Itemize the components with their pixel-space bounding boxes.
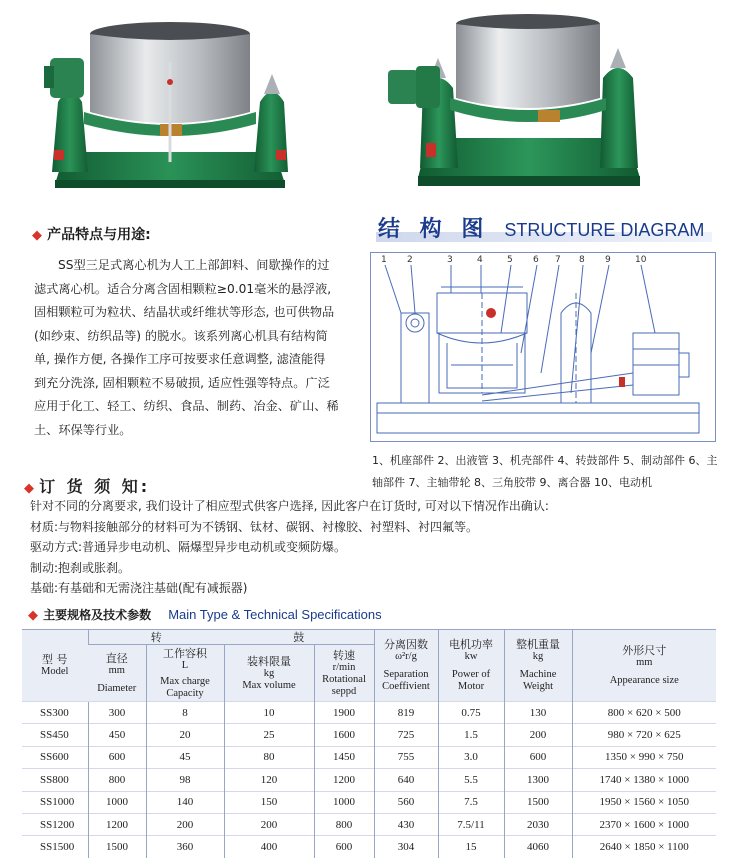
callout-2: 2: [407, 255, 413, 265]
cell-capacity: 98: [146, 769, 224, 791]
features-line: 固相颗粒可为粒状、结晶状或纤维状等形态, 也可供物品: [34, 305, 335, 319]
cell-power: 0.75: [438, 702, 504, 724]
table-row: [22, 791, 716, 813]
col-header-power: 电机功率 kw Power of Motor: [438, 630, 504, 702]
features-heading-text: 产品特点与用途:: [47, 227, 151, 243]
parts-line: 轴部件 7、主轴带轮 8、三角胶带 9、离合器 10、电动机: [372, 476, 652, 489]
cell-power: 7.5/11: [438, 813, 504, 835]
table-row: [22, 813, 716, 835]
order-body: [30, 496, 720, 599]
cell-model: SS300: [22, 702, 88, 724]
cell-speed: 800: [314, 813, 374, 835]
order-line: 驱动方式:普通异步电动机、隔爆型异步电动机或变频防爆。: [30, 540, 347, 554]
order-heading: [24, 474, 150, 497]
structure-title: [378, 212, 704, 243]
cell-volume: 400: [224, 836, 314, 858]
cell-diameter: 300: [88, 702, 146, 724]
cell-volume: 150: [224, 791, 314, 813]
features-line: 应用于化工、轻工、纺织、食品、制药、冶金、矿山、稀: [34, 399, 339, 413]
cell-diameter: 1000: [88, 791, 146, 813]
cell-capacity: 20: [146, 724, 224, 746]
col-header-capacity: 工作容积 L Max charge Capacity: [146, 645, 224, 702]
cell-model: SS800: [22, 769, 88, 791]
product-photo-right: [378, 8, 650, 198]
cell-separation: 755: [374, 746, 438, 768]
features-line: 单, 操作方便, 各操作工序可按要求任意调整, 滤渣能得: [34, 352, 326, 366]
specs-heading: [28, 604, 382, 623]
features-line: 到充分洗涤, 固相颗粒不易破损, 适应性强等特点。广泛: [34, 375, 330, 390]
cell-speed: 1200: [314, 769, 374, 791]
cell-model: SS1500: [22, 836, 88, 858]
diamond-bullet-icon: ◆: [32, 228, 42, 243]
cell-weight: 4060: [504, 836, 572, 858]
parts-legend: [372, 450, 722, 494]
col-header-speed: 转速 r/min Rotational seppd: [314, 645, 374, 702]
cell-separation: 725: [374, 724, 438, 746]
cell-model: SS1200: [22, 813, 88, 835]
callout-3: 3: [447, 255, 453, 265]
callout-10: 10: [635, 255, 647, 265]
cell-separation: 430: [374, 813, 438, 835]
features-heading: [32, 224, 151, 244]
callout-1: 1: [381, 255, 387, 265]
cell-model: SS1000: [22, 791, 88, 813]
cell-speed: 1600: [314, 724, 374, 746]
cell-power: 15: [438, 836, 504, 858]
specs-heading-en: Main Type & Technical Specifications: [168, 607, 382, 622]
cell-speed: 600: [314, 836, 374, 858]
cell-diameter: 800: [88, 769, 146, 791]
order-line: 针对不同的分离要求, 我们设计了相应型式供客户选择, 因此客户在订货时, 可对以下情况作出确认:: [30, 499, 549, 513]
cell-weight: 130: [504, 702, 572, 724]
cell-model: SS450: [22, 724, 88, 746]
diamond-bullet-icon: ◆: [24, 481, 34, 496]
table-row: [22, 724, 716, 746]
cell-separation: 560: [374, 791, 438, 813]
parts-line: 1、机座部件 2、出液管 3、机壳部件 4、转鼓部件 5、制动部件 6、主: [372, 454, 718, 467]
cell-weight: 600: [504, 746, 572, 768]
centrifuge-illustration: [378, 8, 650, 198]
cell-volume: 120: [224, 769, 314, 791]
spec-table-body: [22, 702, 716, 858]
cell-volume: 10: [224, 702, 314, 724]
group-header-zhuan: 转: [88, 630, 224, 645]
group-header-gu: 鼓: [224, 630, 374, 645]
cell-diameter: 1200: [88, 813, 146, 835]
order-line: 制动:抱刹或胀刹。: [30, 560, 131, 575]
cell-power: 5.5: [438, 769, 504, 791]
features-line: 土、环保等行业。: [34, 422, 132, 437]
order-line: 基础:有基础和无需浇注基础(配有减振器): [30, 581, 248, 595]
cell-capacity: 8: [146, 702, 224, 724]
cell-capacity: 200: [146, 813, 224, 835]
product-photo-left: [40, 12, 300, 194]
cell-volume: 200: [224, 813, 314, 835]
callout-7: 7: [555, 255, 561, 265]
spec-table: [22, 630, 716, 858]
table-group-header-row: [22, 630, 716, 645]
features-line: 滤式离心机。适合分离含固相颗粒≥0.01毫米的悬浮液,: [34, 281, 332, 296]
cell-speed: 1000: [314, 791, 374, 813]
features-body: [34, 254, 370, 442]
features-line: SS型三足式离心机为人工上部卸料、间歇操作的过: [58, 258, 330, 272]
cell-separation: 304: [374, 836, 438, 858]
structure-title-en: STRUCTURE DIAGRAM: [504, 220, 705, 240]
col-header-size: 外形尺寸 mm Appearance size: [572, 630, 716, 702]
table-row: [22, 746, 716, 768]
diamond-bullet-icon: ◆: [28, 608, 38, 623]
col-header-volume: 装料限量 kg Max volume: [224, 645, 314, 702]
cell-weight: 200: [504, 724, 572, 746]
col-header-diameter: 直径 mm Diameter: [88, 645, 146, 702]
cell-weight: 1500: [504, 791, 572, 813]
specs-heading-cn: 主要规格及技术参数: [43, 608, 152, 622]
cell-weight: 2030: [504, 813, 572, 835]
cell-size: 800 × 620 × 500: [572, 702, 716, 724]
cell-size: 1350 × 990 × 750: [572, 746, 716, 768]
col-header-separation: 分离因数 ω²r/g Separation Coeffivient: [374, 630, 438, 702]
cell-power: 7.5: [438, 791, 504, 813]
cell-diameter: 1500: [88, 836, 146, 858]
cell-diameter: 600: [88, 746, 146, 768]
callout-6: 6: [533, 255, 539, 265]
cell-separation: 640: [374, 769, 438, 791]
structure-drawing: [371, 253, 715, 441]
centrifuge-illustration: [40, 12, 300, 194]
order-heading-text: 订 货 须 知:: [39, 477, 151, 496]
cell-size: 980 × 720 × 625: [572, 724, 716, 746]
cell-power: 3.0: [438, 746, 504, 768]
cell-speed: 1900: [314, 702, 374, 724]
table-row: [22, 836, 716, 858]
cell-model: SS600: [22, 746, 88, 768]
cell-capacity: 360: [146, 836, 224, 858]
callout-8: 8: [579, 255, 585, 265]
cell-size: 1950 × 1560 × 1050: [572, 791, 716, 813]
callout-4: 4: [477, 255, 483, 265]
col-header-weight: 整机重量 kg Machine Weight: [504, 630, 572, 702]
cell-size: 2640 × 1850 × 1100: [572, 836, 716, 858]
table-row: [22, 769, 716, 791]
cell-capacity: 140: [146, 791, 224, 813]
features-line: (如纱束、纺织品等) 的脱水。该系列离心机具有结构简: [34, 328, 328, 343]
table-row: [22, 702, 716, 724]
cell-size: 1740 × 1380 × 1000: [572, 769, 716, 791]
callout-9: 9: [605, 255, 611, 265]
order-line: 材质:与物料接触部分的材料可为不锈钢、钛材、碳钢、衬橡胶、衬塑料、衬四氟等。: [30, 519, 479, 534]
cell-volume: 80: [224, 746, 314, 768]
callout-5: 5: [507, 255, 513, 265]
cell-diameter: 450: [88, 724, 146, 746]
structure-diagram: [370, 252, 716, 442]
cell-volume: 25: [224, 724, 314, 746]
cell-size: 2370 × 1600 × 1000: [572, 813, 716, 835]
cell-weight: 1300: [504, 769, 572, 791]
cell-capacity: 45: [146, 746, 224, 768]
cell-separation: 819: [374, 702, 438, 724]
cell-power: 1.5: [438, 724, 504, 746]
col-header-model: 型 号 Model: [22, 630, 88, 702]
cell-speed: 1450: [314, 746, 374, 768]
structure-title-cn: 结 构 图: [378, 216, 490, 242]
